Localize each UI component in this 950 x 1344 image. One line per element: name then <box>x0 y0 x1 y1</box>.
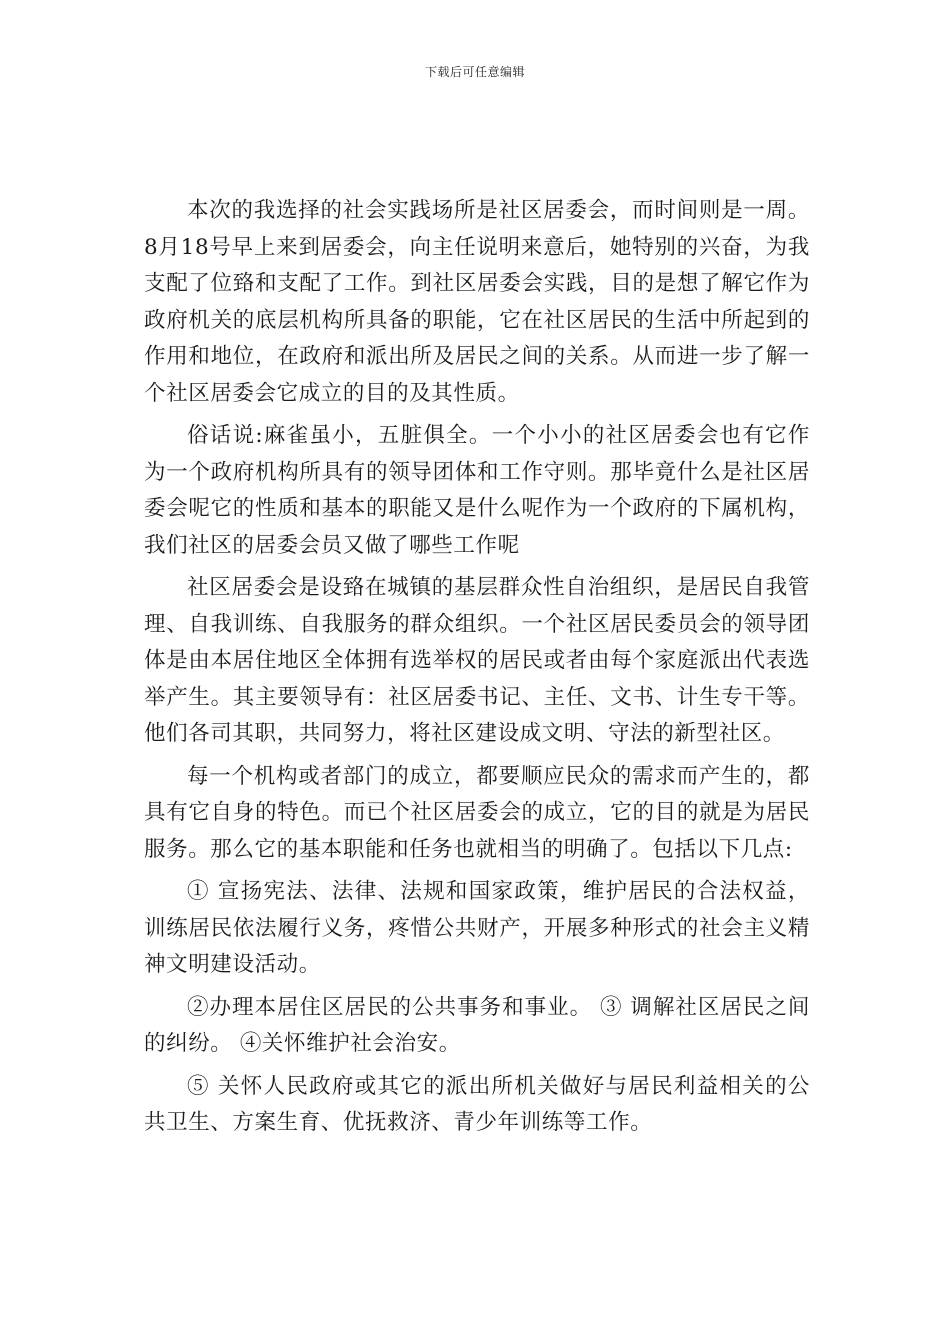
page-header: 下载后可任意编辑 <box>424 65 525 79</box>
paragraph: 社区居委会是设臵在城镇的基层群众性自治组织，是居民自我管理、自我训练、自我服务的群众组织。一个社区居民委员会的领导团体是由本居住地区全体拥有选举权的居民或者由每个家庭派出代表选举产生。其主要领导有：社区居委书记、主任、文书、计生专干等。他们各司其职，共同努力，将社区建设成文明、守法的新型社区。 <box>144 575 810 746</box>
paragraph: 每一个机构或者部门的成立，都要顺应民众的需求而产生的，都具有它自身的特色。而已个社区居委会的成立，它的目的就是为居民服务。那么它的基本职能和任务也就相当的明确了。包括以下几点: <box>144 763 810 862</box>
list-item-paragraph: ②办理本居住区居民的公共事务和事业。 ③ 调解社区居民之间的纠纷。 ④关怀维护社会治安。 <box>144 994 810 1056</box>
document-body <box>144 193 810 1148</box>
list-item-paragraph: ① 宣扬宪法、法律、法规和国家政策，维护居民的合法权益，训练居民依法履行义务，疼惜公共财产，开展多种形式的社会主义精神文明建设活动。 <box>144 879 810 977</box>
paragraph: 本次的我选择的社会实践场所是社区居委会，而时间则是一周。8月18号早上来到居委会，向主任说明来意后，她特别的兴奋，为我支配了位臵和支配了工作。到社区居委会实践，目的是想了解它作为政府机关的底层机构所具备的职能，它在社区居民的生活中所起到的作用和地位，在政府和派出所及居民之间的关系。从而进一步了解一个社区居委会它成立的目的及其性质。 <box>144 198 810 406</box>
paragraph: 俗话说:麻雀虽小，五脏俱全。一个小小的社区居委会也有它作为一个政府机构所具有的领导团体和工作守则。那毕竟什么是社区居委会呢它的性质和基本的职能又是什么呢作为一个政府的下属机构，我们社区的居委会员又做了哪些工作呢 <box>144 423 810 558</box>
list-item-paragraph: ⑤ 关怀人民政府或其它的派出所机关做好与居民利益相关的公共卫生、方案生育、优抚救济、青少年训练等工作。 <box>144 1073 810 1135</box>
